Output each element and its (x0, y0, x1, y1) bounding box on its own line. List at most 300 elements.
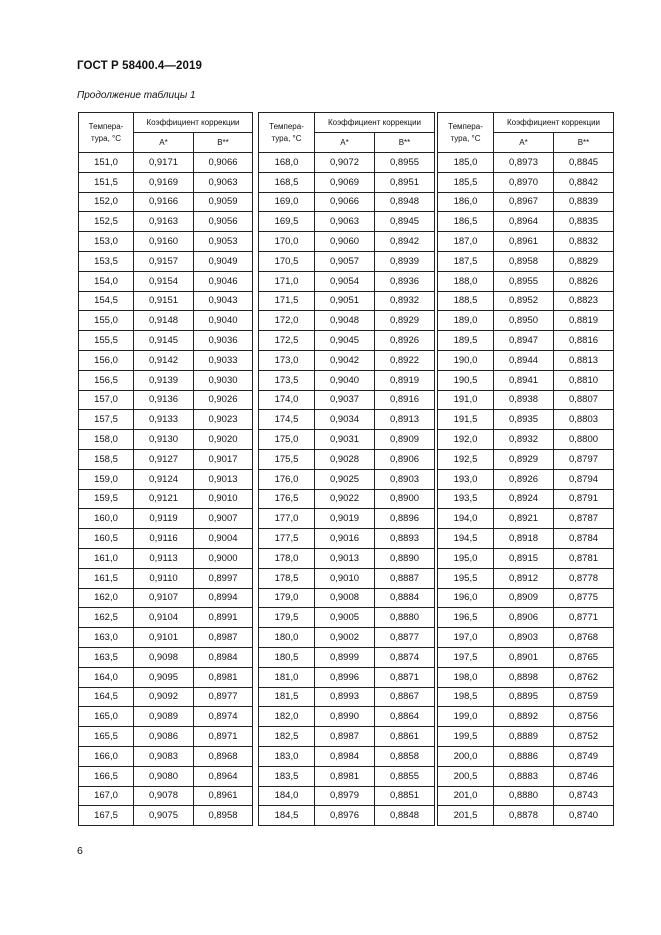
table-row (438, 370, 614, 390)
temperature-cell: 191,0 (438, 390, 494, 410)
temperature-cell: 187,5 (438, 251, 494, 271)
table-row (79, 786, 253, 806)
temperature-cell: 153,5 (79, 251, 134, 271)
temperature-cell: 189,0 (438, 311, 494, 331)
table-row (79, 727, 253, 747)
temperature-cell: 156,0 (79, 350, 134, 370)
table-row (438, 647, 614, 667)
temperature-cell: 173,0 (259, 350, 315, 370)
table-row (259, 529, 435, 549)
coef-a-cell: 0,8909 (494, 588, 554, 608)
coef-b-cell: 0,9000 (194, 548, 253, 568)
table-row (438, 746, 614, 766)
coef-b-cell: 0,8913 (375, 410, 435, 430)
coef-b-cell: 0,9020 (194, 430, 253, 450)
temperature-cell: 160,0 (79, 509, 134, 529)
coef-a-cell: 0,9107 (134, 588, 194, 608)
coef-a-cell: 0,9031 (315, 430, 375, 450)
coef-b-cell: 0,8926 (375, 331, 435, 351)
table-row (79, 548, 253, 568)
coef-b-cell: 0,8839 (554, 192, 614, 212)
temperature-cell: 188,0 (438, 271, 494, 291)
temperature-cell: 179,5 (259, 608, 315, 628)
coef-a-cell: 0,9051 (315, 291, 375, 311)
table-row (259, 727, 435, 747)
coef-b-cell: 0,8884 (375, 588, 435, 608)
table-row (79, 430, 253, 450)
coef-b-header: B** (375, 133, 435, 153)
coef-b-cell: 0,8906 (375, 449, 435, 469)
page-number: 6 (77, 845, 83, 857)
coef-a-cell: 0,8987 (315, 727, 375, 747)
coef-b-cell: 0,9026 (194, 390, 253, 410)
table-row (438, 608, 614, 628)
coef-b-cell: 0,8991 (194, 608, 253, 628)
coef-a-cell: 0,8898 (494, 667, 554, 687)
temperature-cell: 194,0 (438, 509, 494, 529)
table-row (79, 291, 253, 311)
coef-b-cell: 0,8858 (375, 746, 435, 766)
temperature-cell: 192,5 (438, 449, 494, 469)
coef-b-cell: 0,8826 (554, 271, 614, 291)
temperature-cell: 169,0 (259, 192, 315, 212)
temperature-cell: 200,5 (438, 766, 494, 786)
coef-b-cell: 0,8835 (554, 212, 614, 232)
temperature-cell: 199,0 (438, 707, 494, 727)
coef-b-cell: 0,8803 (554, 410, 614, 430)
table-row (79, 568, 253, 588)
coef-a-header: A* (494, 133, 554, 153)
coef-a-cell: 0,9078 (134, 786, 194, 806)
table-row (259, 667, 435, 687)
coef-b-cell: 0,8955 (375, 153, 435, 173)
coef-a-cell: 0,8903 (494, 628, 554, 648)
coef-a-cell: 0,9130 (134, 430, 194, 450)
temperature-cell: 177,5 (259, 529, 315, 549)
coef-a-cell: 0,8950 (494, 311, 554, 331)
temperature-cell: 171,0 (259, 271, 315, 291)
coef-b-cell: 0,8797 (554, 449, 614, 469)
temperature-cell: 162,0 (79, 588, 134, 608)
table-row (79, 766, 253, 786)
table-row (438, 449, 614, 469)
coef-a-cell: 0,8915 (494, 548, 554, 568)
temperature-cell: 157,0 (79, 390, 134, 410)
coef-a-cell: 0,8967 (494, 192, 554, 212)
table-row (79, 172, 253, 192)
temperature-cell: 159,5 (79, 489, 134, 509)
temperature-cell: 186,5 (438, 212, 494, 232)
coef-b-cell: 0,8896 (375, 509, 435, 529)
table-row (259, 786, 435, 806)
coef-a-cell: 0,8952 (494, 291, 554, 311)
coef-b-cell: 0,9040 (194, 311, 253, 331)
table-row (259, 430, 435, 450)
coef-b-cell: 0,8810 (554, 370, 614, 390)
temperature-cell: 185,0 (438, 153, 494, 173)
temperature-cell: 152,0 (79, 192, 134, 212)
coef-a-cell: 0,8979 (315, 786, 375, 806)
coef-a-cell: 0,9005 (315, 608, 375, 628)
coef-a-cell: 0,9119 (134, 509, 194, 529)
temperature-cell: 187,0 (438, 232, 494, 252)
temperature-cell: 189,5 (438, 331, 494, 351)
coef-a-cell: 0,9092 (134, 687, 194, 707)
coef-b-cell: 0,8916 (375, 390, 435, 410)
coef-b-cell: 0,8932 (375, 291, 435, 311)
coef-a-cell: 0,8889 (494, 727, 554, 747)
coef-a-cell: 0,9002 (315, 628, 375, 648)
coef-b-cell: 0,8765 (554, 647, 614, 667)
temperature-cell: 167,0 (79, 786, 134, 806)
coef-a-cell: 0,8990 (315, 707, 375, 727)
table-row (438, 806, 614, 826)
coef-b-cell: 0,8942 (375, 232, 435, 252)
table-row (259, 410, 435, 430)
coef-a-cell: 0,9142 (134, 350, 194, 370)
table-row (79, 746, 253, 766)
coef-b-cell: 0,8874 (375, 647, 435, 667)
coef-a-cell: 0,9171 (134, 153, 194, 173)
coef-b-cell: 0,8880 (375, 608, 435, 628)
temperature-cell: 180,5 (259, 647, 315, 667)
table-row (259, 390, 435, 410)
temperature-header: Темпера- тура, °С (438, 113, 494, 153)
coef-b-cell: 0,8900 (375, 489, 435, 509)
coef-b-cell: 0,8997 (194, 568, 253, 588)
temperature-cell: 195,5 (438, 568, 494, 588)
table-row (438, 529, 614, 549)
coef-a-cell: 0,9019 (315, 509, 375, 529)
table-row (259, 232, 435, 252)
coef-b-cell: 0,9030 (194, 370, 253, 390)
coef-b-cell: 0,8984 (194, 647, 253, 667)
temperature-cell: 167,5 (79, 806, 134, 826)
coef-b-cell: 0,8971 (194, 727, 253, 747)
coef-a-cell: 0,9089 (134, 707, 194, 727)
coef-b-cell: 0,8939 (375, 251, 435, 271)
table-row (438, 707, 614, 727)
temperature-cell: 151,5 (79, 172, 134, 192)
coef-a-cell: 0,8976 (315, 806, 375, 826)
temperature-cell: 196,5 (438, 608, 494, 628)
coef-b-cell: 0,8922 (375, 350, 435, 370)
coef-b-cell: 0,8842 (554, 172, 614, 192)
coef-b-cell: 0,8848 (375, 806, 435, 826)
temperature-cell: 201,0 (438, 786, 494, 806)
coef-a-cell: 0,9154 (134, 271, 194, 291)
table-row (438, 766, 614, 786)
temperature-cell: 181,5 (259, 687, 315, 707)
table-row (79, 608, 253, 628)
coef-b-cell: 0,8851 (375, 786, 435, 806)
coef-a-cell: 0,8892 (494, 707, 554, 727)
coef-b-cell: 0,9036 (194, 331, 253, 351)
coef-a-cell: 0,8961 (494, 232, 554, 252)
coef-b-cell: 0,8787 (554, 509, 614, 529)
temperature-cell: 182,0 (259, 707, 315, 727)
coef-a-cell: 0,8955 (494, 271, 554, 291)
coef-a-cell: 0,9160 (134, 232, 194, 252)
coef-a-cell: 0,9045 (315, 331, 375, 351)
coef-a-cell: 0,9054 (315, 271, 375, 291)
coef-b-cell: 0,9049 (194, 251, 253, 271)
coef-b-cell: 0,8877 (375, 628, 435, 648)
coef-b-cell: 0,8929 (375, 311, 435, 331)
table-row (79, 529, 253, 549)
temperature-cell: 183,5 (259, 766, 315, 786)
table-row (259, 350, 435, 370)
coef-b-cell: 0,8994 (194, 588, 253, 608)
coef-b-cell: 0,8746 (554, 766, 614, 786)
coef-b-cell: 0,8845 (554, 153, 614, 173)
table-row (438, 410, 614, 430)
temperature-cell: 197,0 (438, 628, 494, 648)
temperature-cell: 184,5 (259, 806, 315, 826)
table-row (438, 192, 614, 212)
coef-a-cell: 0,8932 (494, 430, 554, 450)
coef-a-cell: 0,9069 (315, 172, 375, 192)
table-row (438, 548, 614, 568)
temperature-cell: 168,5 (259, 172, 315, 192)
table-row (259, 291, 435, 311)
coef-b-cell: 0,8823 (554, 291, 614, 311)
table-row (438, 509, 614, 529)
coef-a-cell: 0,8878 (494, 806, 554, 826)
coef-a-cell: 0,8964 (494, 212, 554, 232)
temperature-cell: 193,0 (438, 469, 494, 489)
table-row (259, 449, 435, 469)
coef-a-cell: 0,8970 (494, 172, 554, 192)
table-row (79, 449, 253, 469)
coef-b-cell: 0,9056 (194, 212, 253, 232)
coef-b-cell: 0,9017 (194, 449, 253, 469)
correction-table-2 (258, 112, 435, 826)
coef-b-cell: 0,9010 (194, 489, 253, 509)
coef-b-cell: 0,8945 (375, 212, 435, 232)
temperature-cell: 176,0 (259, 469, 315, 489)
coef-b-cell: 0,8951 (375, 172, 435, 192)
temperature-cell: 158,5 (79, 449, 134, 469)
coef-b-header: B** (554, 133, 614, 153)
table-row (438, 331, 614, 351)
coef-a-cell: 0,9163 (134, 212, 194, 232)
temperature-cell: 198,5 (438, 687, 494, 707)
temperature-cell: 162,5 (79, 608, 134, 628)
coef-b-cell: 0,8987 (194, 628, 253, 648)
coef-a-cell: 0,8938 (494, 390, 554, 410)
correction-coef-header: Коэффициент коррекции (315, 113, 435, 133)
coef-a-cell: 0,9086 (134, 727, 194, 747)
coef-a-cell: 0,8941 (494, 370, 554, 390)
coef-b-cell: 0,8791 (554, 489, 614, 509)
table-row (79, 232, 253, 252)
coef-b-cell: 0,8871 (375, 667, 435, 687)
temperature-cell: 155,0 (79, 311, 134, 331)
coef-b-cell: 0,8958 (194, 806, 253, 826)
coef-a-cell: 0,9157 (134, 251, 194, 271)
table-row (259, 251, 435, 271)
coef-b-cell: 0,8974 (194, 707, 253, 727)
coef-a-cell: 0,8944 (494, 350, 554, 370)
coef-b-cell: 0,8887 (375, 568, 435, 588)
coef-b-cell: 0,9063 (194, 172, 253, 192)
coef-b-cell: 0,8819 (554, 311, 614, 331)
table-row (438, 251, 614, 271)
temperature-cell: 157,5 (79, 410, 134, 430)
correction-table-1 (78, 112, 253, 826)
table-row (259, 172, 435, 192)
coef-a-cell: 0,9022 (315, 489, 375, 509)
coef-b-cell: 0,9004 (194, 529, 253, 549)
table-row (438, 172, 614, 192)
temperature-cell: 176,5 (259, 489, 315, 509)
table-row (259, 192, 435, 212)
table-row (259, 331, 435, 351)
temperature-cell: 201,5 (438, 806, 494, 826)
coef-b-cell: 0,8919 (375, 370, 435, 390)
temperature-cell: 178,0 (259, 548, 315, 568)
coef-a-cell: 0,8958 (494, 251, 554, 271)
document-header: ГОСТ Р 58400.4—2019 (77, 60, 202, 72)
table-row (259, 509, 435, 529)
coef-a-cell: 0,8929 (494, 449, 554, 469)
table-row (438, 628, 614, 648)
temperature-cell: 181,0 (259, 667, 315, 687)
coef-b-header: B** (194, 133, 253, 153)
table-row (259, 746, 435, 766)
table-row (259, 647, 435, 667)
coef-a-cell: 0,8996 (315, 667, 375, 687)
coef-a-cell: 0,8895 (494, 687, 554, 707)
coef-a-cell: 0,8926 (494, 469, 554, 489)
coef-a-cell: 0,9060 (315, 232, 375, 252)
table-row (79, 212, 253, 232)
coef-b-cell: 0,9053 (194, 232, 253, 252)
coef-a-cell: 0,8912 (494, 568, 554, 588)
coef-a-cell: 0,8886 (494, 746, 554, 766)
coef-b-cell: 0,8864 (375, 707, 435, 727)
coef-a-cell: 0,8906 (494, 608, 554, 628)
temperature-cell: 186,0 (438, 192, 494, 212)
temperature-cell: 172,5 (259, 331, 315, 351)
table-row (438, 212, 614, 232)
temperature-cell: 190,0 (438, 350, 494, 370)
coef-a-cell: 0,9057 (315, 251, 375, 271)
temperature-cell: 172,0 (259, 311, 315, 331)
coef-a-cell: 0,9151 (134, 291, 194, 311)
table-row (259, 806, 435, 826)
coef-b-cell: 0,8756 (554, 707, 614, 727)
table-row (79, 370, 253, 390)
coef-b-cell: 0,8829 (554, 251, 614, 271)
coef-a-cell: 0,9124 (134, 469, 194, 489)
table-row (79, 251, 253, 271)
table-row (259, 153, 435, 173)
table-row (438, 469, 614, 489)
table-row (438, 568, 614, 588)
temperature-cell: 197,5 (438, 647, 494, 667)
coef-a-cell: 0,8981 (315, 766, 375, 786)
coef-a-cell: 0,8947 (494, 331, 554, 351)
coef-b-cell: 0,8775 (554, 588, 614, 608)
table-row (438, 232, 614, 252)
coef-a-cell: 0,8921 (494, 509, 554, 529)
coef-a-cell: 0,8918 (494, 529, 554, 549)
temperature-cell: 199,5 (438, 727, 494, 747)
coef-a-cell: 0,9145 (134, 331, 194, 351)
coef-a-cell: 0,9110 (134, 568, 194, 588)
table-row (438, 291, 614, 311)
coef-b-cell: 0,8948 (375, 192, 435, 212)
temperature-cell: 179,0 (259, 588, 315, 608)
table-row (79, 806, 253, 826)
table-row (438, 311, 614, 331)
coef-b-cell: 0,9066 (194, 153, 253, 173)
table-row (79, 311, 253, 331)
coef-b-cell: 0,8762 (554, 667, 614, 687)
temperature-cell: 194,5 (438, 529, 494, 549)
coef-b-cell: 0,8794 (554, 469, 614, 489)
coef-b-cell: 0,8890 (375, 548, 435, 568)
coef-a-cell: 0,9037 (315, 390, 375, 410)
temperature-header: Темпера- тура, °С (259, 113, 315, 153)
coef-b-cell: 0,8964 (194, 766, 253, 786)
coef-a-cell: 0,8901 (494, 647, 554, 667)
temperature-cell: 180,0 (259, 628, 315, 648)
coef-a-cell: 0,9166 (134, 192, 194, 212)
table-row (438, 350, 614, 370)
coef-a-cell: 0,9075 (134, 806, 194, 826)
table-row (438, 489, 614, 509)
table-row (259, 370, 435, 390)
coef-a-cell: 0,9063 (315, 212, 375, 232)
coef-b-cell: 0,8743 (554, 786, 614, 806)
temperature-cell: 198,0 (438, 667, 494, 687)
coef-a-cell: 0,8993 (315, 687, 375, 707)
temperature-cell: 158,0 (79, 430, 134, 450)
table-row (438, 687, 614, 707)
coef-a-header: A* (134, 133, 194, 153)
coef-a-cell: 0,9127 (134, 449, 194, 469)
temperature-cell: 193,5 (438, 489, 494, 509)
coef-b-cell: 0,8800 (554, 430, 614, 450)
table-row (438, 667, 614, 687)
coef-b-cell: 0,8740 (554, 806, 614, 826)
temperature-cell: 174,5 (259, 410, 315, 430)
temperature-cell: 169,5 (259, 212, 315, 232)
coef-b-cell: 0,9007 (194, 509, 253, 529)
temperature-cell: 165,0 (79, 707, 134, 727)
temperature-cell: 164,0 (79, 667, 134, 687)
temperature-cell: 175,5 (259, 449, 315, 469)
temperature-cell: 185,5 (438, 172, 494, 192)
table-row (79, 687, 253, 707)
coef-a-cell: 0,9113 (134, 548, 194, 568)
coef-a-cell: 0,8880 (494, 786, 554, 806)
coef-a-cell: 0,9048 (315, 311, 375, 331)
temperature-cell: 171,5 (259, 291, 315, 311)
coef-b-cell: 0,8867 (375, 687, 435, 707)
table-row (79, 647, 253, 667)
temperature-cell: 178,5 (259, 568, 315, 588)
coef-b-cell: 0,8861 (375, 727, 435, 747)
temperature-cell: 161,5 (79, 568, 134, 588)
coef-b-cell: 0,8781 (554, 548, 614, 568)
table-row (259, 548, 435, 568)
temperature-cell: 173,5 (259, 370, 315, 390)
table-row (79, 628, 253, 648)
